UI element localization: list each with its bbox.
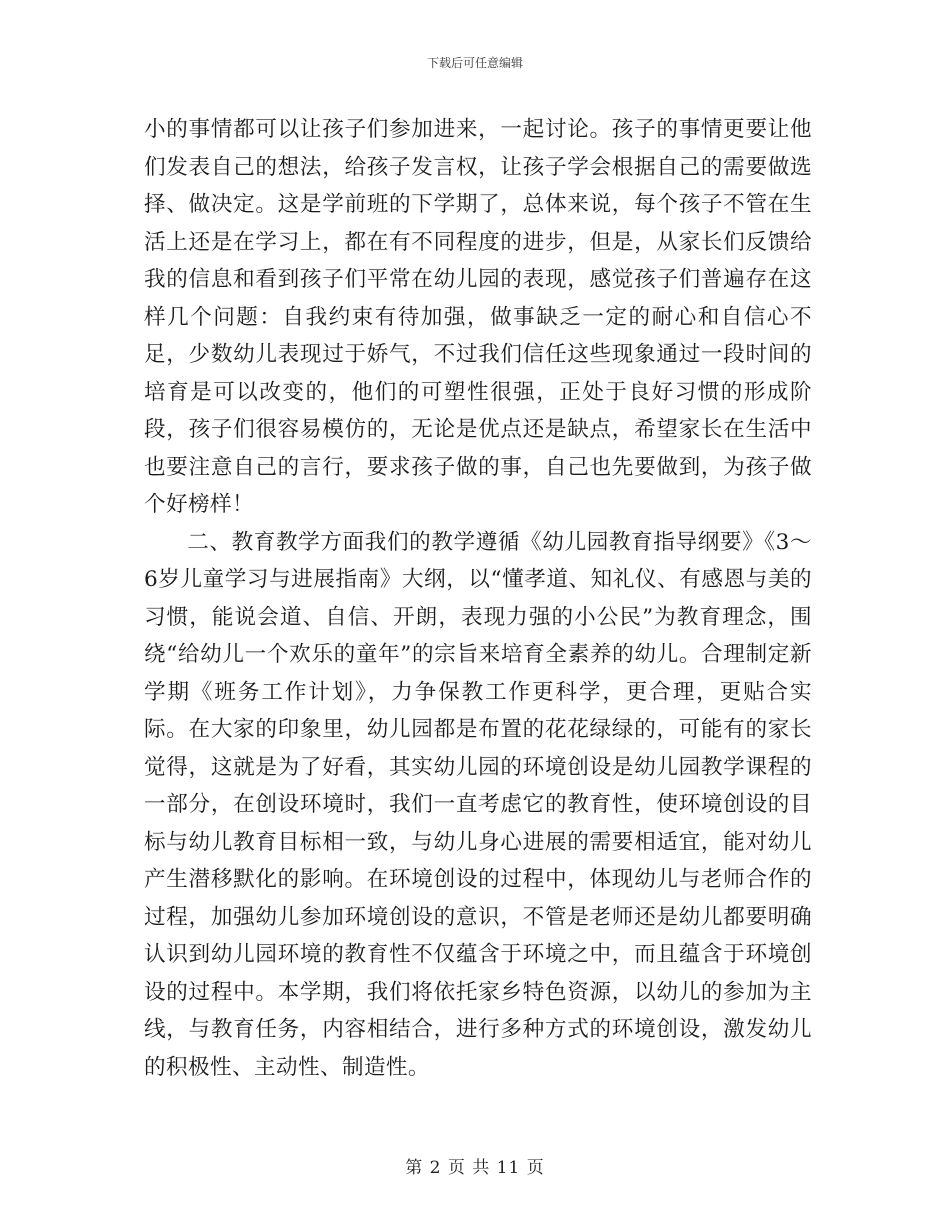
footer-middle: 页 共: [447, 1158, 491, 1178]
page-number-footer: [0, 1153, 950, 1178]
footer-suffix: 页: [526, 1158, 545, 1178]
footer-current-page: 2: [429, 1158, 442, 1178]
page-header-note: 下载后可任意编辑: [426, 56, 523, 70]
paragraph-continued: 小的事情都可以让孩子们参加进来，一起讨论。孩子的事情更要让他们发表自己的想法，给孩子发言权，让孩子学会根据自己的需要做选择、做决定。这是学前班的下学期了，总体来说，每个孩子不管在生活上还是在学习上，都在有不同程度的进步，但是，从家长们反馈给我的信息和看到孩子们平常在幼儿园的表现，感觉孩子们普遍存在这样几个问题：自我约束有待加强，做事缺乏一定的耐心和自信心不足，少数幼儿表现过于娇气，不过我们信任这些现象通过一段时间的培育是可以改变的，他们的可塑性很强，正处于良好习惯的形成阶段，孩子们很容易模仿的，无论是优点还是缺点，希望家长在生活中也要注意自己的言行，要求孩子做的事，自己也先要做到，为孩子做个好榜样！: [144, 117, 812, 517]
document-body: [144, 111, 812, 1086]
footer-total-pages: 11: [496, 1158, 521, 1178]
paragraph-teaching: 二、教育教学方面我们的教学遵循《幼儿园教育指导纲要》《3～6岁儿童学习与进展指南》大纲，以“懂孝道、知礼仪、有感恩与美的习惯，能说会道、自信、开朗，表现力强的小公民”为教育理念，围绕“给幼儿一个欢乐的童年”的宗旨来培育全素养的幼儿。合理制定新学期《班务工作计划》，力争保教工作更科学，更合理，更贴合实际。在大家的印象里，幼儿园都是布置的花花绿绿的，可能有的家长觉得，这就是为了好看，其实幼儿园的环境创设是幼儿园教学课程的一部分，在创设环境时，我们一直考虑它的教育性，使环境创设的目标与幼儿教育目标相一致，与幼儿身心进展的需要相适宜，能对幼儿产生潜移默化的影响。在环境创设的过程中，体现幼儿与老师合作的过程，加强幼儿参加环境创设的意识，不管是老师还是幼儿都要明确认识到幼儿园环境的教育性不仅蕴含于环境之中，而且蕴含于环境创设的过程中。本学期，我们将依托家乡特色资源，以幼儿的参加为主线，与教育任务，内容相结合，进行多种方式的环境创设，激发幼儿的积极性、主动性、制造性。: [144, 529, 812, 1080]
footer-prefix: 第: [405, 1158, 424, 1178]
